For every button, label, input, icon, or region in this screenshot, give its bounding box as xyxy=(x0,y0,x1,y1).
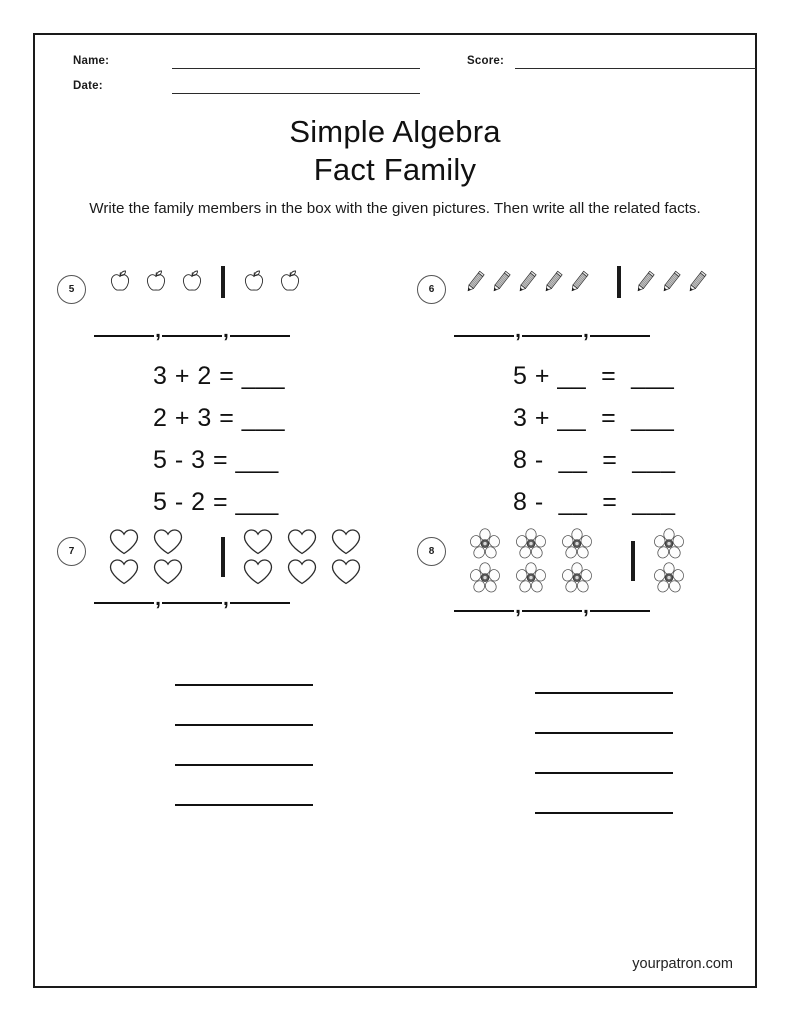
score-input-line[interactable] xyxy=(515,68,756,69)
apple-icon xyxy=(138,265,174,299)
picture-set xyxy=(102,523,394,587)
family-member-blank[interactable] xyxy=(522,334,582,337)
problem-row xyxy=(35,523,755,815)
picture-group xyxy=(236,265,308,299)
page-title xyxy=(35,113,755,189)
pencil-icon xyxy=(462,265,488,299)
picture-group xyxy=(462,527,620,595)
picture-group xyxy=(102,265,210,299)
pencil-icon xyxy=(658,265,684,299)
flower-icon xyxy=(508,561,554,595)
problem-header xyxy=(35,261,395,319)
equation[interactable]: 5 - 3 = ___ xyxy=(153,445,279,474)
comma-separator: , xyxy=(155,586,161,610)
problem-header xyxy=(395,523,755,595)
problem-7 xyxy=(35,523,395,815)
group-divider-bar xyxy=(631,541,635,581)
heart-icon xyxy=(280,557,324,587)
equation[interactable]: 8 - __ = ___ xyxy=(513,487,676,516)
problem-8 xyxy=(395,523,755,815)
heart-icon xyxy=(102,527,146,557)
picture-set xyxy=(462,523,702,595)
answer-line[interactable] xyxy=(535,774,673,814)
apple-icon xyxy=(174,265,210,299)
name-input-line[interactable] xyxy=(172,68,420,69)
comma-separator: , xyxy=(223,586,229,610)
answer-line[interactable] xyxy=(175,646,313,686)
heart-icon xyxy=(236,557,280,587)
picture-group xyxy=(632,265,724,299)
picture-group xyxy=(462,265,606,299)
heart-icon xyxy=(236,527,280,557)
family-member-blank[interactable] xyxy=(230,601,290,604)
picture-group xyxy=(646,527,702,595)
heart-icon xyxy=(280,527,324,557)
family-member-blank[interactable] xyxy=(94,601,154,604)
heart-icon xyxy=(146,557,190,587)
family-members-blanks xyxy=(395,594,755,618)
answer-line[interactable] xyxy=(175,766,313,806)
heart-icon xyxy=(324,527,368,557)
answer-line[interactable] xyxy=(175,726,313,766)
comma-separator: , xyxy=(583,594,589,618)
equation-list xyxy=(395,355,755,523)
problem-6 xyxy=(395,261,755,523)
problem-header xyxy=(35,523,395,587)
footer-site: yourpatron.com xyxy=(632,956,733,972)
problem-5 xyxy=(35,261,395,523)
instructions-text: Write the family members in the box with the given pictures. Then write all the related facts. xyxy=(89,200,701,217)
comma-separator: , xyxy=(223,319,229,342)
problems-container xyxy=(35,261,755,814)
worksheet-header xyxy=(35,35,755,105)
picture-set xyxy=(102,261,308,299)
answer-line[interactable] xyxy=(535,734,673,774)
pencil-icon xyxy=(488,265,514,299)
flower-icon xyxy=(646,561,692,595)
apple-icon xyxy=(102,265,138,299)
score-label: Score: xyxy=(467,55,504,67)
pencil-icon xyxy=(632,265,658,299)
comma-separator: , xyxy=(515,319,521,342)
equation[interactable]: 5 + __ = ___ xyxy=(513,361,675,390)
date-label: Date: xyxy=(73,80,103,92)
flower-icon xyxy=(554,561,600,595)
family-members-blanks xyxy=(395,319,755,342)
apple-icon xyxy=(272,265,308,299)
picture-set xyxy=(462,261,724,299)
picture-group xyxy=(236,527,394,587)
group-divider-bar xyxy=(221,537,225,577)
family-member-blank[interactable] xyxy=(522,609,582,612)
group-divider-bar xyxy=(617,266,621,298)
problem-number-badge: 7 xyxy=(57,537,86,566)
apple-icon xyxy=(236,265,272,299)
heart-icon xyxy=(146,527,190,557)
family-member-blank[interactable] xyxy=(162,334,222,337)
flower-icon xyxy=(508,527,554,561)
family-member-blank[interactable] xyxy=(590,609,650,612)
flower-icon xyxy=(646,527,692,561)
family-member-blank[interactable] xyxy=(454,334,514,337)
equation[interactable]: 3 + __ = ___ xyxy=(513,403,675,432)
family-members-blanks xyxy=(35,586,395,610)
equation[interactable]: 2 + 3 = ___ xyxy=(153,403,286,432)
equation[interactable]: 5 - 2 = ___ xyxy=(153,487,279,516)
equation[interactable]: 3 + 2 = ___ xyxy=(153,361,286,390)
flower-icon xyxy=(462,527,508,561)
answer-line[interactable] xyxy=(535,694,673,734)
title-line-1: Simple Algebra xyxy=(289,114,501,149)
pencil-icon xyxy=(514,265,540,299)
family-member-blank[interactable] xyxy=(94,334,154,337)
problem-number-badge: 8 xyxy=(417,537,446,566)
answer-line-list xyxy=(35,646,395,806)
heart-icon xyxy=(324,557,368,587)
comma-separator: , xyxy=(583,319,589,342)
comma-separator: , xyxy=(515,594,521,618)
pencil-icon xyxy=(684,265,710,299)
family-member-blank[interactable] xyxy=(162,601,222,604)
problem-number-badge: 6 xyxy=(417,275,446,304)
problem-row xyxy=(35,261,755,523)
heart-icon xyxy=(102,557,146,587)
group-divider-bar xyxy=(221,266,225,298)
title-line-2: Fact Family xyxy=(313,151,477,187)
family-members-blanks xyxy=(35,319,395,342)
answer-line[interactable] xyxy=(535,654,673,694)
family-member-blank[interactable] xyxy=(230,334,290,337)
answer-line-list xyxy=(395,654,755,814)
worksheet-page xyxy=(33,33,757,988)
answer-line[interactable] xyxy=(175,686,313,726)
picture-group xyxy=(102,527,210,587)
family-member-blank[interactable] xyxy=(590,334,650,337)
problem-header xyxy=(395,261,755,319)
family-member-blank[interactable] xyxy=(454,609,514,612)
equation[interactable]: 8 - __ = ___ xyxy=(513,445,676,474)
flower-icon xyxy=(554,527,600,561)
pencil-icon xyxy=(566,265,592,299)
equation-list xyxy=(35,355,395,523)
pencil-icon xyxy=(540,265,566,299)
flower-icon xyxy=(462,561,508,595)
date-input-line[interactable] xyxy=(172,93,420,94)
comma-separator: , xyxy=(155,319,161,342)
name-label: Name: xyxy=(73,55,110,67)
problem-number-badge: 5 xyxy=(57,275,86,304)
